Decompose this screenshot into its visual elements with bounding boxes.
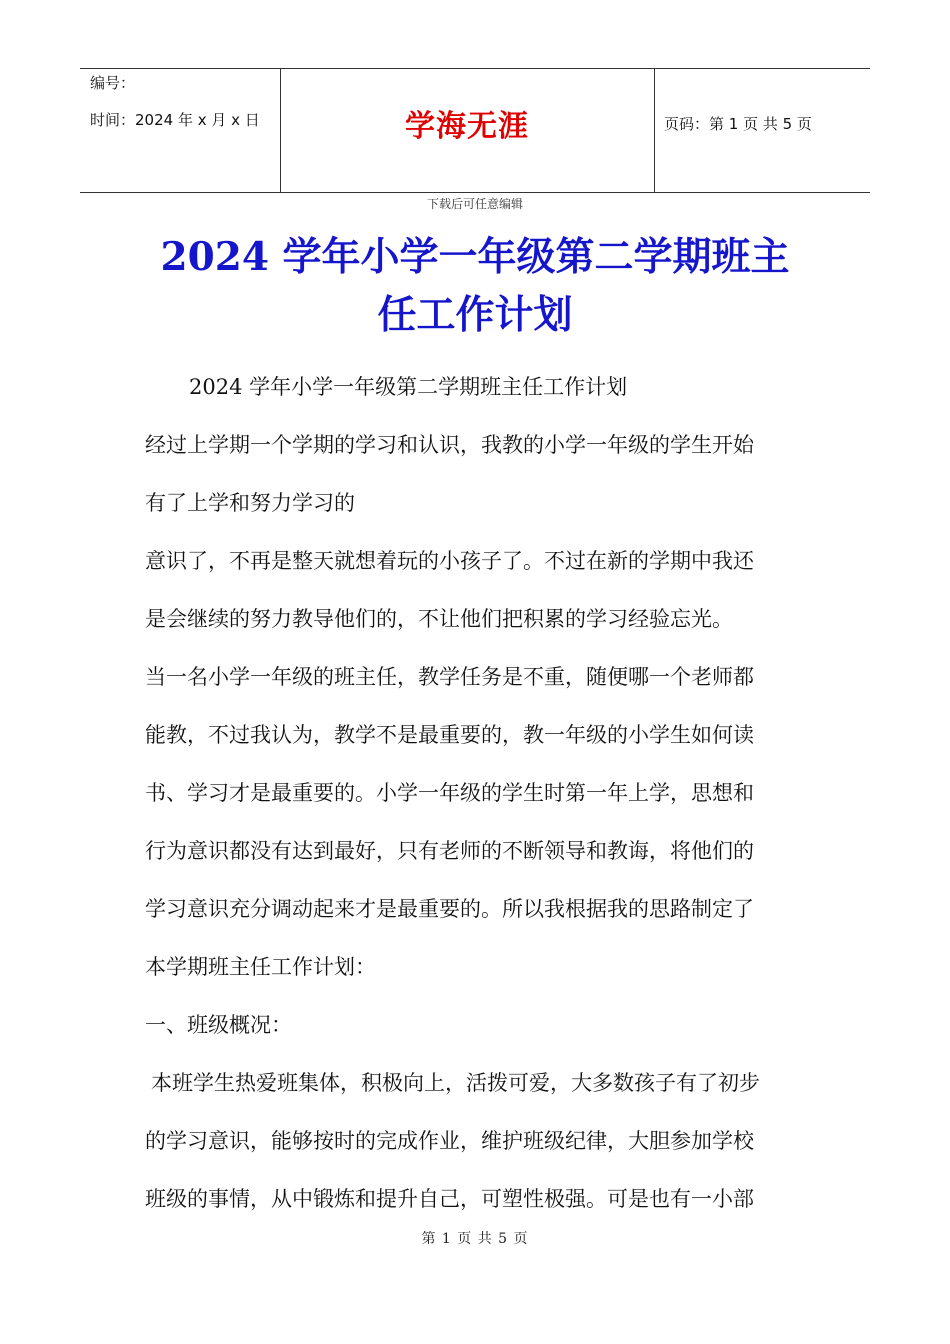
header-divider — [654, 69, 655, 192]
body-line: 班级的事情，从中锻炼和提升自己，可塑性极强。可是也有一小部 — [145, 1187, 754, 1211]
brand-title: 学海无涯 — [405, 109, 529, 144]
document-time-label: 时间：2024 年 x 月 x 日 — [90, 111, 260, 129]
title-line: 任工作计划 — [377, 292, 573, 338]
footer-page-number: 第 1 页 共 5 页 — [421, 1231, 529, 1247]
body-line: 书、学习才是最重要的。小学一年级的学生时第一年上学，思想和 — [145, 781, 754, 805]
subtitle-line: 2024 学年小学一年级第二学期班主任工作计划 — [189, 375, 628, 399]
body-line: 有了上学和努力学习的 — [145, 491, 355, 515]
body-line: 当一名小学一年级的班主任，教学任务是不重，随便哪一个老师都 — [145, 665, 754, 689]
body-line: 能教，不过我认为，教学不是最重要的，教一年级的小学生如何读 — [145, 723, 754, 747]
body-line: 本班学生热爱班集体，积极向上，活拨可爱，大多数孩子有了初步 — [151, 1071, 760, 1095]
title-line: 2024 学年小学一年级第二学期班主 — [160, 234, 790, 280]
section-heading: 一、班级概况： — [145, 1013, 292, 1037]
body-line: 的学习意识，能够按时的完成作业，维护班级纪律，大胆参加学校 — [145, 1129, 754, 1153]
body-line: 学习意识充分调动起来才是最重要的。所以我根据我的思路制定了 — [145, 897, 754, 921]
body-line: 行为意识都没有达到最好，只有老师的不断领导和教诲，将他们的 — [145, 839, 754, 863]
document-title — [100, 228, 850, 344]
body-line: 经过上学期一个学期的学习和认识，我教的小学一年级的学生开始 — [145, 433, 754, 457]
page-indicator: 页码：第 1 页 共 5 页 — [664, 115, 812, 133]
body-line: 意识了，不再是整天就想着玩的小孩子了。不过在新的学期中我还 — [145, 549, 754, 573]
body-line: 本学期班主任工作计划： — [145, 955, 376, 979]
document-number-label: 编号： — [90, 74, 136, 92]
header-table — [80, 68, 870, 193]
download-note: 下载后可任意编辑 — [426, 197, 523, 211]
body-line: 是会继续的努力教导他们的，不让他们把积累的学习经验忘光。 — [145, 607, 733, 631]
document-body — [145, 358, 813, 1228]
